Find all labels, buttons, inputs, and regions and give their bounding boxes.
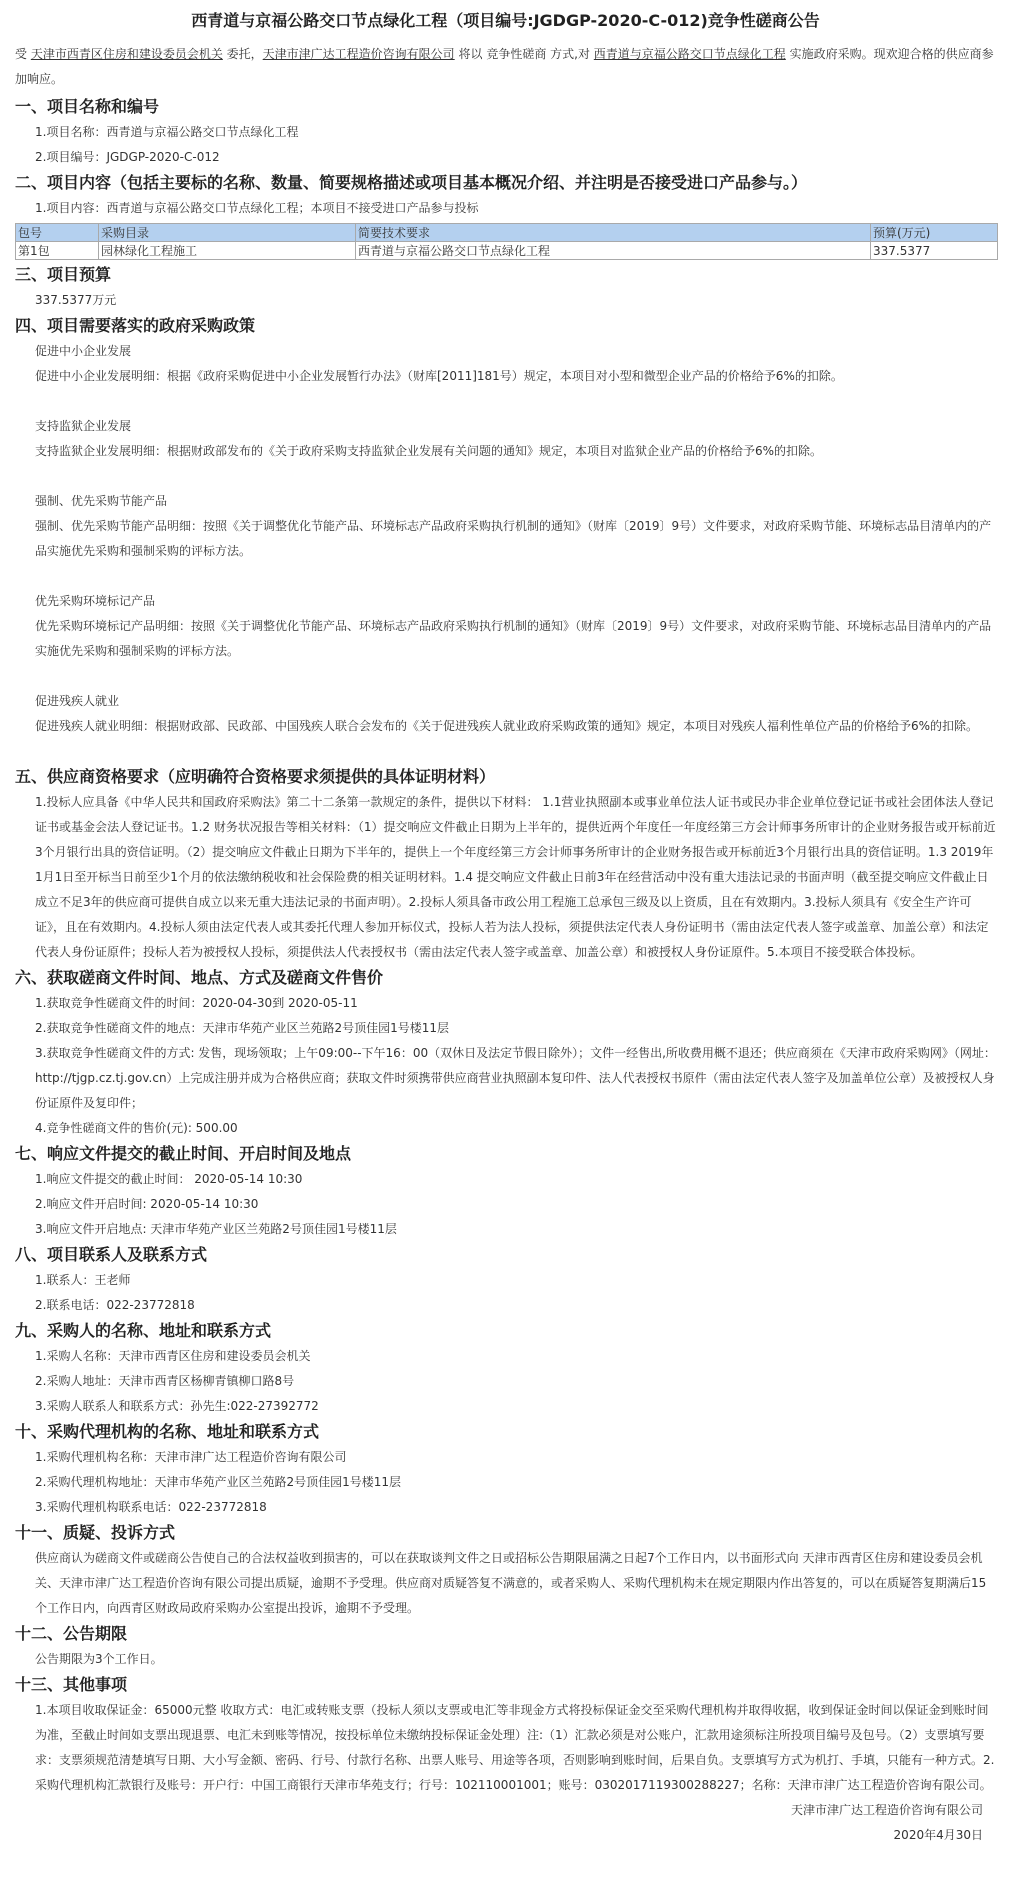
- table-row: [16, 242, 998, 260]
- section-heading-7: 七、响应文件提交的截止时间、开启时间及地点: [15, 1144, 352, 1163]
- policy-detail: 促进中小企业发展明细：根据《政府采购促进中小企业发展暂行办法》（财库[2011]181号）规定，本项目对小型和微型企业产品的价格给予6%的扣除。: [35, 369, 843, 383]
- section-heading-3: 三、项目预算: [15, 265, 112, 284]
- page-title: 西青道与京福公路交口节点绿化工程（项目编号:JGDGP-2020-C-012)竞争性磋商公告: [191, 11, 820, 30]
- cell-budget: 337.5377: [871, 242, 998, 260]
- purchaser-contact: 3.采购人联系人和联系方式：孙先生:022-27392772: [35, 1399, 319, 1413]
- contact-person: 1.联系人：王老师: [35, 1273, 131, 1287]
- policy-name: 促进残疾人就业: [35, 694, 120, 708]
- intro-paragraph: [15, 42, 996, 92]
- spacer: [15, 664, 996, 689]
- agency-phone: 3.采购代理机构联系电话：022-23772818: [35, 1500, 267, 1514]
- spacer: [15, 389, 996, 414]
- doc-price: 4.竞争性磋商文件的售价(元): 500.00: [35, 1121, 238, 1135]
- policy-name: 促进中小企业发展: [35, 344, 132, 358]
- policy-detail: 强制、优先采购节能产品明细：按照《关于调整优化节能产品、环境标志产品政府采购执行机制的通知》（财库〔2019〕9号）文件要求，对政府采购节能、环境标志品目清单内的产品实施优先采购和强制采购的评标方法。: [35, 519, 992, 558]
- policy-name: 支持监狱企业发展: [35, 419, 132, 433]
- cell-catalog: 园林绿化工程施工: [99, 242, 356, 260]
- submission-deadline: 1.响应文件提交的截止时间： 2020-05-14 10:30: [35, 1172, 303, 1186]
- intro-suffix: 实施政府采购。现欢迎合格的供应商参加响应。: [15, 47, 994, 86]
- opening-location: 3.响应文件开启地点: 天津市华苑产业区兰苑路2号顶佳园1号楼11层: [35, 1222, 397, 1236]
- project-content: 1.项目内容：西青道与京福公路交口节点绿化工程；本项目不接受进口产品参与投标: [35, 201, 479, 215]
- section-heading-9: 九、采购人的名称、地址和联系方式: [15, 1321, 272, 1340]
- doc-method: 3.获取竞争性磋商文件的方式: 发售，现场领取；上午09:00--下午16：00（双休日及法定节假日除外）；文件一经售出,所收费用概不退还；供应商须在《天津市政府采购网》（网址：http://tjgp.cz.tj.gov.cn）上完成注册并成为合格供应商；获取文件时须携带供应商营业执照副本复印件、法人代表授权书原件（需由法定代表人签字及加盖单位公章）及被授权人身份证原件及复印件；: [35, 1046, 996, 1110]
- project-name: 1.项目名称：西青道与京福公路交口节点绿化工程: [35, 125, 299, 139]
- policy-detail: 优先采购环境标记产品明细：按照《关于调整优化节能产品、环境标志产品政府采购执行机制的通知》（财库〔2019〕9号）文件要求，对政府采购节能、环境标志品目清单内的产品实施优先采购和强制采购的评标方法。: [35, 619, 992, 658]
- purchaser-name: 1.采购人名称：天津市西青区住房和建设委员会机关: [35, 1349, 311, 1363]
- agency-address: 2.采购代理机构地址：天津市华苑产业区兰苑路2号顶佳园1号楼11层: [35, 1475, 401, 1489]
- col-header-catalog: 采购目录: [99, 224, 356, 242]
- purchaser-link[interactable]: 天津市西青区住房和建设委员会机关: [30, 47, 223, 61]
- contact-phone: 2.联系电话：022-23772818: [35, 1298, 195, 1312]
- project-number: 2.项目编号：JGDGP-2020-C-012: [35, 150, 220, 164]
- purchaser-address: 2.采购人地址：天津市西青区杨柳青镇柳口路8号: [35, 1374, 295, 1388]
- cell-package: 第1包: [16, 242, 99, 260]
- package-table: [15, 223, 998, 260]
- cell-requirements: 西青道与京福公路交口节点绿化工程: [356, 242, 871, 260]
- other-matters-text: 1.本项目收取保证金：65000元整 收取方式：电汇或转账支票（投标人须以支票或电汇等非现金方式将投标保证金交至采购代理机构并取得收据，收到保证金时间以保证金到账时间为准，至截止时间如支票出现退票、电汇未到账等情况，按投标单位未缴纳投标保证金处理）注:（1）汇款必须是对公账户，汇款用途须标注所投项目编号及包号。（2）支票填写要求：支票须规范清楚填写日期、大小写金额、密码、行号、付款行名称、出票人账号、用途等各项，否则影响到账时间，后果自负。支票填写方式为机打、手填，只能有一种方式。2.采购代理机构汇款银行及账号：开户行：中国工商银行天津市华苑支行；行号：102110001001；账号：0302017119300288227；名称：天津市津广达工程造价咨询有限公司。: [35, 1703, 995, 1792]
- project-link[interactable]: 西青道与京福公路交口节点绿化工程: [593, 47, 786, 61]
- agency-link[interactable]: 天津市津广达工程造价咨询有限公司: [262, 47, 455, 61]
- col-header-package: 包号: [16, 224, 99, 242]
- agency-name: 1.采购代理机构名称：天津市津广达工程造价咨询有限公司: [35, 1450, 347, 1464]
- procurement-mode: 竞争性磋商: [486, 47, 547, 61]
- intro-entrust: 委托，: [222, 47, 263, 61]
- intro-mode-prefix: 将以: [454, 47, 487, 61]
- section-heading-4: 四、项目需要落实的政府采购政策: [15, 316, 256, 335]
- spacer: [15, 739, 996, 764]
- policy-name: 优先采购环境标记产品: [35, 594, 156, 608]
- section-heading-8: 八、项目联系人及联系方式: [15, 1245, 208, 1264]
- table-header-row: [16, 224, 998, 242]
- qualification-text: 1.投标人应具备《中华人民共和国政府采购法》第二十二条第一款规定的条件，提供以下材料： 1.1营业执照副本或事业单位法人证书或民办非企业单位登记证书或社会团体法人登记证书或基金会法人登记证书。1.2 财务状况报告等相关材料：（1）提交响应文件截止日期为上半年的，提供近两个年度任一年度经第三方会计师事务所审计的企业财务报告或开标前近3个月银行出具的资信证明。（2）提交响应文件截止日期为下半年的，提供上一个年度经第三方会计师事务所审计的企业财务报告或开标前近3个月银行出具的资信证明。1.3 2019年1月1日至开标当日前至少1个月的依法缴纳税收和社会保险费的相关证明材料。1.4 提交响应文件截止日前3年在经营活动中没有重大违法记录的书面声明（截至提交响应文件截止日成立不足3年的供应商可提供自成立以来无重大违法记录的书面声明）。2.投标人须具备市政公用工程施工总承包三级及以上资质，且在有效期内。3.投标人须具有《安全生产许可证》，且在有效期内。4.投标人须由法定代表人或其委托代理人参加开标仪式，投标人若为法人投标，须提供法定代表人身份证明书（需由法定代表人签字或盖章、加盖公章）和法定代表人身份证原件；投标人若为被授权人投标，须提供法人代表授权书（需由法定代表人签字或盖章、加盖公章）和被授权人身份证原件。5.本项目不接受联合体投标。: [35, 795, 996, 959]
- doc-time: 1.获取竞争性磋商文件的时间：2020-04-30到 2020-05-11: [35, 996, 358, 1010]
- policy-detail: 促进残疾人就业明细：根据财政部、民政部、中国残疾人联合会发布的《关于促进残疾人就业政府采购政策的通知》规定，本项目对残疾人福利性单位产品的价格给予6%的扣除。: [35, 719, 979, 733]
- section-heading-1: 一、项目名称和编号: [15, 97, 160, 116]
- signature-date: 2020年4月30日: [893, 1828, 983, 1842]
- section-heading-12: 十二、公告期限: [15, 1624, 128, 1643]
- col-header-budget: 预算(万元): [871, 224, 998, 242]
- section-heading-5: 五、供应商资格要求（应明确符合资格要求须提供的具体证明材料）: [15, 767, 496, 786]
- spacer: [15, 564, 996, 589]
- intro-mode-suffix: 方式,对: [546, 47, 594, 61]
- policy-detail: 支持监狱企业发展明细：根据财政部发布的《关于政府采购支持监狱企业发展有关问题的通知》规定，本项目对监狱企业产品的价格给予6%的扣除。: [35, 444, 823, 458]
- opening-time: 2.响应文件开启时间: 2020-05-14 10:30: [35, 1197, 259, 1211]
- spacer: [15, 464, 996, 489]
- section-heading-13: 十三、其他事项: [15, 1675, 128, 1694]
- budget-value: 337.5377万元: [35, 293, 117, 307]
- policy-name: 强制、优先采购节能产品: [35, 494, 168, 508]
- signature-org: 天津市津广达工程造价咨询有限公司: [790, 1803, 983, 1817]
- col-header-requirements: 简要技术要求: [356, 224, 871, 242]
- section-heading-6: 六、获取磋商文件时间、地点、方式及磋商文件售价: [15, 968, 384, 987]
- doc-location: 2.获取竞争性磋商文件的地点：天津市华苑产业区兰苑路2号顶佳园1号楼11层: [35, 1021, 449, 1035]
- section-heading-10: 十、采购代理机构的名称、地址和联系方式: [15, 1422, 320, 1441]
- complaint-text: 供应商认为磋商文件或磋商公告使自己的合法权益收到损害的，可以在获取谈判文件之日或招标公告期限届满之日起7个工作日内，以书面形式向 天津市西青区住房和建设委员会机关、天津市津广达工程造价咨询有限公司提出质疑，逾期不予受理。供应商对质疑答复不满意的，或者采购人、采购代理机构未在规定期限内作出答复的，可以在质疑答复期满后15个工作日内，向西青区财政局政府采购办公室提出投诉，逾期不予受理。: [35, 1551, 987, 1615]
- notice-period: 公告期限为3个工作日。: [35, 1652, 163, 1666]
- section-heading-11: 十一、质疑、投诉方式: [15, 1523, 176, 1542]
- section-heading-2: 二、项目内容（包括主要标的名称、数量、简要规格描述或项目基本概况介绍、并注明是否接受进口产品参与。）: [15, 173, 808, 192]
- intro-prefix: 受: [15, 47, 31, 61]
